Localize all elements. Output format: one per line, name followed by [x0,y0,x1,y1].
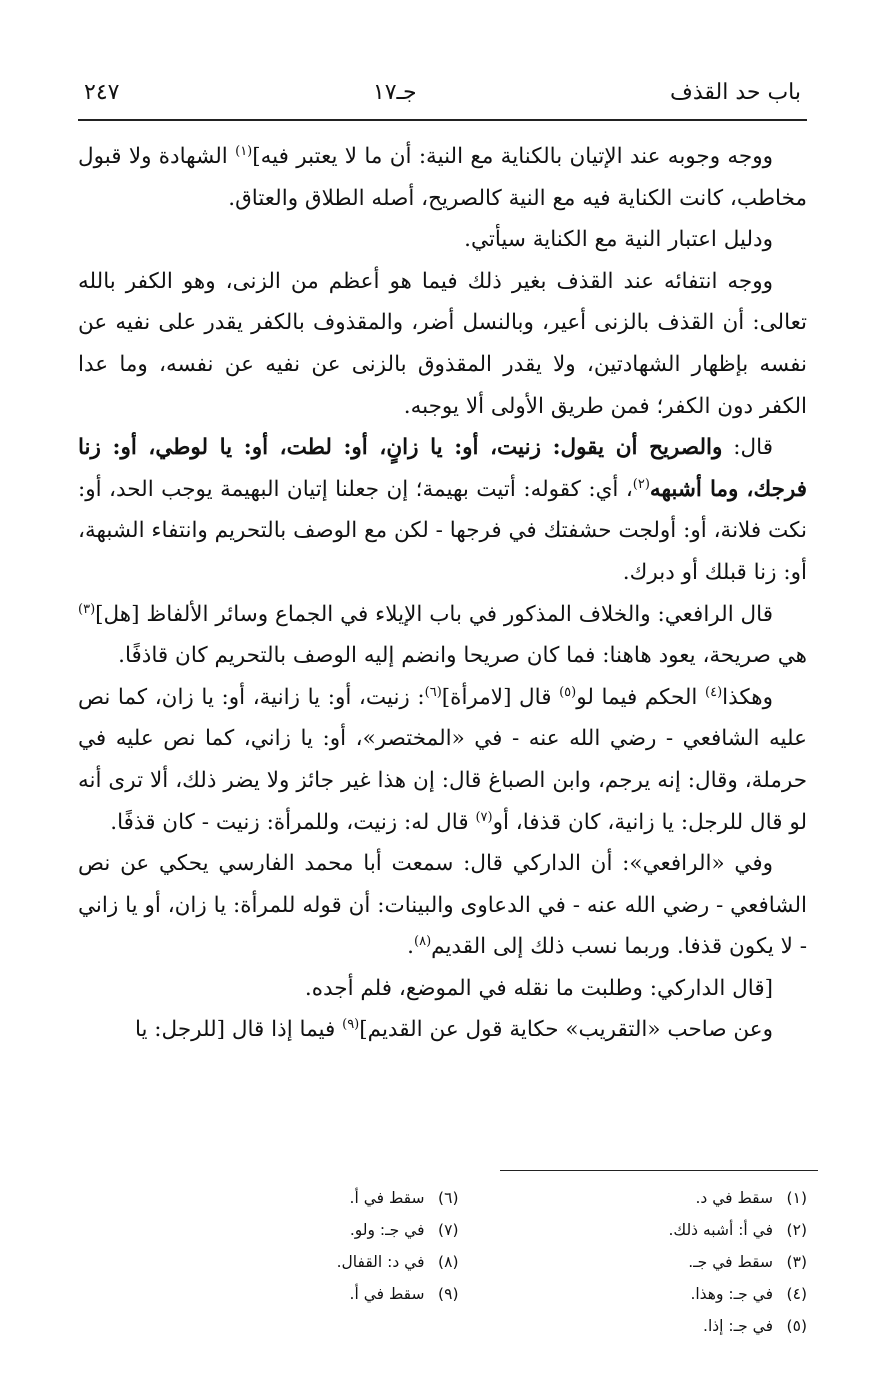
running-header [84,76,801,108]
footnote-ref: (٩) [342,1017,360,1033]
footnote-column-right [499,1182,808,1342]
footnote-rule [500,1170,818,1171]
footnote: (٥)في جـ: إذا. [703,1317,807,1335]
footnote: (٤)في جـ: وهذا. [690,1285,807,1303]
paragraph-5: قال الرافعي: والخلاف المذكور في باب الإيلاء في الجماع وسائر الألفاظ [هل]$^{(٣)}$ هي صريحة، يعود هاهنا: فما كان صريحا وانضم إليه الوصف بالتحريم كان قاذفًا. [78,601,807,669]
footnote-column-left [150,1182,459,1342]
footnote: (٩)سقط في أ. [349,1285,459,1303]
paragraph-4: قال: والصريح أن يقول: زنيت، أو: يا زانٍ، أو: لطت، أو: يا لوطي، أو: زنا فرجك، وما أشبهه$^{(٢)}$، أي: كقوله: أتيت بهيمة؛ إن جعلنا إتيان البهيمة يوجب الحد، أو: نكت فلانة، أو: أولجت حشفتك في فرجها - لكن مع الوصف بالتحريم وانتفاء الشبهة، أو: زنا قبلك أو دبرك. [78,435,807,585]
paragraph-6: وهكذا$^{(٤)}$ الحكم فيما لو$^{(٥)}$ قال [لامرأة]$^{(٦)}$: زنيت، أو: يا زانية، أو: يا زان، كما نص عليه الشافعي - رضي الله عنه - في «المختصر»، أو: يا زاني، كما نص عليه في حرملة، وقال: إنه يرجم، وابن الصباغ قال: إن هذا غير جائز ولا يضر ذلك، ألا ترى أنه لو قال للرجل: يا زانية، كان قذفا، أو$^{(٧)}$ قال له: زنيت، وللمرأة: زنيت - كان قذفًا. [78,684,807,835]
paragraph-3: ووجه انتفائه عند القذف بغير ذلك فيما هو أعظم من الزنى، وهو الكفر بالله تعالى: أن القذف بالزنى أعير، وبالنسل أضر، والمقذوف بالكفر يقدر على نفيه عن نفسه بإظهار الشهادتين، ولا يقدر المقذوق بالزنى عن نفيه عن نفسه، وما عدا الكفر دون الكفر؛ فمن طريق الأولى ألا يوجبه. [78,268,807,419]
footnote-ref: (٧) [475,809,493,825]
footnotes [150,1182,807,1342]
paragraph-8: [قال الداركي: وطلبت ما نقله في الموضع، فلم أجده. [304,975,773,1001]
chapter-title: باب حد القذف [670,79,801,105]
footnote-ref: (٢) [632,476,650,492]
footnote-ref: (٥) [559,684,577,700]
bold-matn: والصريح أن يقول: زنيت، أو: يا زانٍ، أو: لطت، أو: يا لوطي، أو: زنا فرجك، وما أشبهه [78,435,807,502]
footnote-ref: (٨) [414,934,432,950]
footnote: (١)سقط في د. [695,1189,807,1207]
footnote-ref: (٤) [705,684,723,700]
header-rule [78,119,807,121]
paragraph-1: ووجه وجوبه عند الإتيان بالكناية مع النية: أن ما لا يعتبر فيه]$^{(١)}$ الشهادة ولا قبول مخاطب، كانت الكناية فيه مع النية كالصريح، أصله الطلاق والعتاق. [78,143,807,211]
footnote: (٦)سقط في أ. [349,1189,459,1207]
footnote-ref: (٣) [78,601,96,617]
paragraph-7: وفي «الرافعي»: أن الداركي قال: سمعت أبا محمد الفارسي يحكي عن نص الشافعي - رضي الله عنه - في الدعاوى والبينات: أن قوله للمرأة: يا زان، أو يا زاني - لا يكون قذفا. وربما نسب ذلك إلى القديم$^{(٨)}$. [78,851,807,960]
paragraph-2: ودليل اعتبار النية مع الكناية سيأتي. [464,227,773,253]
page-number: ٢٤٧ [84,79,120,105]
footnote-ref: (٦) [424,684,442,700]
footnote: (٣)سقط في جـ. [688,1253,807,1271]
footnote: (٢)في أ: أشبه ذلك. [668,1221,807,1239]
footnote: (٨)في د: القفال. [336,1253,459,1271]
paragraph-9: وعن صاحب «التقريب» حكاية قول عن القديم]$^{(٩)}$ فيما إذا قال [للرجل: يا [134,1017,773,1043]
footnote-ref: (١) [235,143,253,159]
footnote: (٧)في جـ: ولو. [349,1221,459,1239]
main-text [78,136,807,1051]
volume-label: جـ١٧ [372,79,417,105]
